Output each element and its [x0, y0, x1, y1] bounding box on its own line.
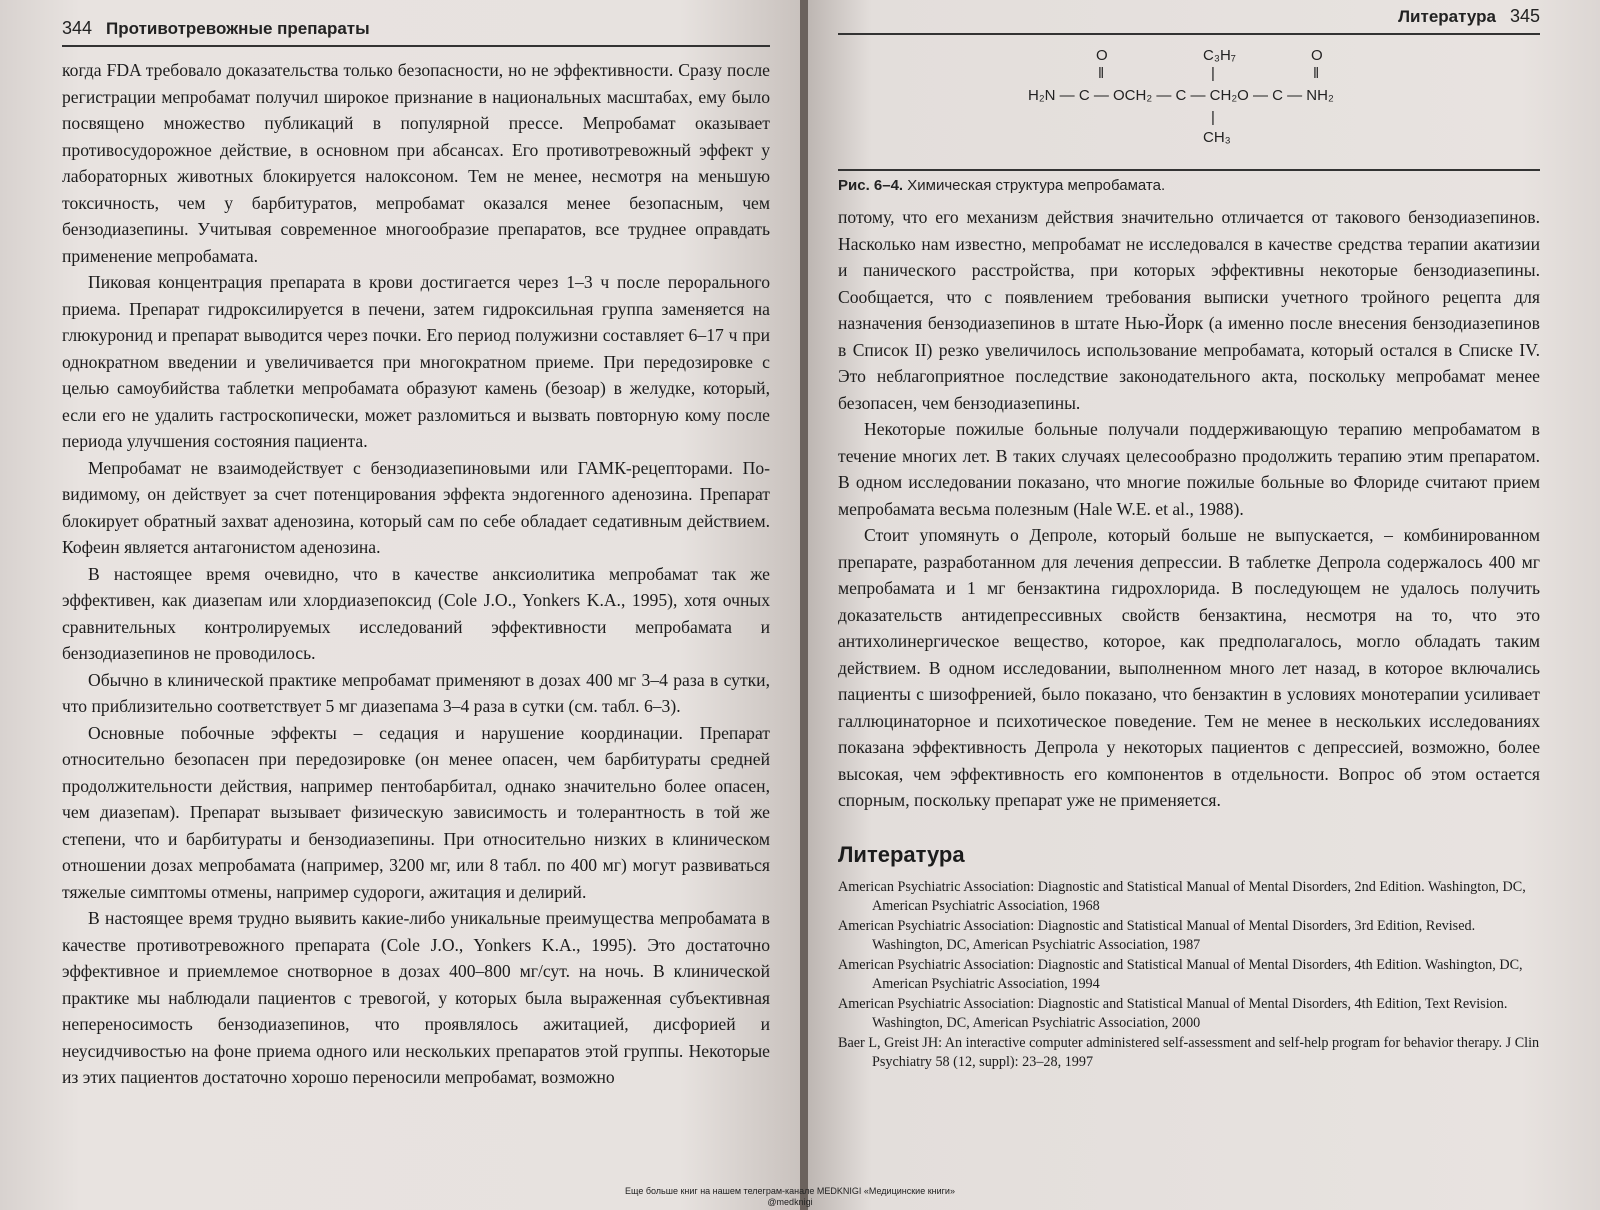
- meprobamate-structure-formula: [928, 45, 1540, 165]
- formula-bottom-substituent: CH₃: [1203, 129, 1231, 146]
- formula-main-chain: H₂N — C — OCH₂ — C — CH₂O — C — NH₂: [1028, 87, 1334, 104]
- paragraph: потому, что его механизм действия значительно отличается от такового бензодиазепинов. Насколько нам известно, мепробамат не исследовался в качестве средства терапии акатизии и панического расстройства, при которых эффективны некоторые бензодиазепины. Сообщается, что с появлением требования выписки учетного тройного рецепта для назначения бензодиазепинов в штате Нью-Йорк (а именно после внесения бензодиазепинов в Список II) резко увеличилось использование мепробамата, который остался в Списке IV. Это неблагоприятное последствие законодательного акта, поскольку мепробамат менее безопасен, чем бензодиазепины.: [838, 207, 1540, 413]
- formula-bond-top: |: [1211, 65, 1215, 82]
- figure-caption: [838, 169, 1540, 194]
- watermark: [560, 1186, 1020, 1208]
- book-gutter: [800, 0, 808, 1210]
- formula-top-substituent: C₃H₇: [1203, 47, 1236, 64]
- reference-item: Baer L, Greist JH: An interactive computer administered self-assessment and self-help program for behavior therapy. J Clin Psychiatry 58 (12, suppl): 23–28, 1997: [838, 1034, 1540, 1070]
- right-running-head: [838, 6, 1540, 35]
- right-page: [808, 0, 1600, 1210]
- watermark-line: Еще больше книг на нашем телеграм-канале MEDKNIGI «Медицинские книги»: [625, 1186, 955, 1196]
- paragraph: В настоящее время очевидно, что в качестве анксиолитика мепробамат так же эффективен, как диазепам или хлордиазепоксид (Cole J.O., Yonkers K.A., 1995), хотя очных сравнительных контролируемых исследований эффективности мепробамата и бензодиазепинов не проводилось.: [62, 563, 770, 663]
- left-running-head: [62, 18, 770, 47]
- formula-double-bond-right: ‖: [1313, 65, 1320, 82]
- right-body-text: [838, 204, 1540, 814]
- right-page-number: 345: [1509, 6, 1540, 26]
- reference-item: American Psychiatric Association: Diagnostic and Statistical Manual of Mental Disorders, 4th Edition, Text Revision. Washington, DC, American Psychiatric Association, 2000: [838, 995, 1508, 1031]
- paragraph: Основные побочные эффекты – седация и нарушение координации. Препарат относительно безопасен при передозировке (он менее опасен, чем барбитураты средней продолжительности действия, например пентобарбитал, однако значительно более опасен, чем диазепам). Препарат вызывает физическую зависимость и толерантность в той же степени, что и барбитураты и бензодиазепины. При относительно низких в клиническом отношении дозах мепробамата (например, 3200 мг, или 8 табл. по 400 мг) могут развиваться тяжелые симптомы отмены, например судороги, ажитация и делирий.: [62, 722, 770, 902]
- references-heading: Литература: [838, 841, 965, 867]
- reference-item: American Psychiatric Association: Diagnostic and Statistical Manual of Mental Disorders, 3rd Edition, Revised. Washington, DC, American Psychiatric Association, 1987: [838, 917, 1476, 953]
- paragraph: Стоит упомянуть о Депроле, который больше не выпускается, – комбинированном препарате, разработанном для лечения депрессии. В таблетке Депрола содержалось 400 мг мепробамата и 1 мг бензактина гидрохлорида. В последующем не удалось получить доказательств антидепрессивных свойств бензактина, несмотря на то, что это антихолинергическое вещество, которое, как предполагалось, могло обладать таким действием. В одном исследовании, выполненном много лет назад, в которое включались пациенты с шизофренией, было показано, что бензактин в условиях монотерапии усиливает галлюцинаторное и психотическое поведение. Тем не менее в нескольких исследованиях показана эффективность Депрола у некоторых пациентов с депрессией, возможно, более высокая, чем эффективность его компонентов в отдельности. Вопрос об этом остается спорным, поскольку препарат уже не применяется.: [838, 525, 1540, 810]
- paragraph: Обычно в клинической практике мепробамат применяют в дозах 400 мг 3–4 раза в сутки, что приблизительно соответствует 5 мг диазепама 3–4 раза в сутки (см. табл. 6–3).: [62, 669, 770, 716]
- paragraph: В настоящее время трудно выявить какие-либо уникальные преимущества мепробамата в качестве противотревожного препарата (Cole J.O., Yonkers K.A., 1995). Это достаточно эффективное и приемлемое снотворное в дозах 400–800 мг/сут. на ночь. В клинической практике мы наблюдали пациентов с тревогой, у которых была выраженная субъективная непереносимость бензодиазепинов, что проявлялось ажитацией, дисфорией и неусидчивостью на фоне приема одного или нескольких препаратов этой группы. Некоторые из этих пациентов достаточно хорошо переносили мепробамат, возможно: [62, 908, 770, 1087]
- reference-item: American Psychiatric Association: Diagnostic and Statistical Manual of Mental Disorders, 4th Edition. Washington, DC, American Psychiatric Association, 1994: [838, 956, 1523, 992]
- paragraph: Мепробамат не взаимодействует с бензодиазепиновыми или ГАМК-рецепторами. По-видимому, он действует за счет потенцирования эффекта эндогенного аденозина. Препарат блокирует обратный захват аденозина, который сам по себе обладает седативным действием. Кофеин является антагонистом аденозина.: [62, 457, 770, 557]
- reference-item: American Psychiatric Association: Diagnostic and Statistical Manual of Mental Disorders, 2nd Edition. Washington, DC, American Psychiatric Association, 1968: [838, 878, 1526, 914]
- formula-bond-bottom: |: [1211, 109, 1215, 126]
- left-page-number: 344: [62, 18, 93, 38]
- watermark-handle: @medknigi: [767, 1197, 813, 1207]
- references-list: [838, 878, 1540, 1072]
- formula-oxygen-left: O: [1096, 47, 1108, 64]
- formula-oxygen-right: O: [1311, 47, 1323, 64]
- paragraph: Пиковая концентрация препарата в крови достигается через 1–3 ч после перорального приема. Препарат гидроксилируется в печени, затем гидроксильная группа заменяется на глюкуронид и препарат выводится через почки. Его период полужизни составляет 6–17 ч при однократном введении и увеличивается при многократном приеме. При передозировке с целью самоубийства таблетки мепробамата образуют камень (безоар) в желудке, который, если его не удалить гастроскопически, может разломиться и вызвать повторную кому после периода улучшения состояния пациента.: [62, 272, 770, 451]
- figure-caption-text: Химическая структура мепробамата.: [907, 177, 1166, 194]
- paragraph: Некоторые пожилые больные получали поддерживающую терапию мепробаматом в течение многих лет. В таких случаях целесообразно продолжить терапию этим препаратом. В одном исследовании показано, что многие пожилые больные во Флориде считают прием мепробамата весьма полезным (Hale W.E. et al., 1988).: [838, 419, 1540, 519]
- formula-double-bond-left: ‖: [1098, 65, 1105, 82]
- left-running-title: Противотревожные препараты: [106, 19, 370, 38]
- figure-caption-label: Рис. 6–4.: [838, 177, 904, 194]
- right-running-title: Литература: [1398, 7, 1496, 26]
- paragraph: когда FDA требовало доказательства только безопасности, но не эффективности. Сразу после регистрации мепробамат получил широкое признание в национальных масштабах, ему было посвящено множество публикаций в популярной прессе. Мепробамат оказывает противосудорожное действие, в основном при абсансах. Его противотревожный эффект у лабораторных животных блокируется налоксоном. Тем не менее, несмотря на меньшую токсичность, чем у барбитуратов, мепробамат оказался менее безопасным, чем бензодиазепины. Учитывая современное многообразие препаратов, все труднее оправдать применение мепробамата.: [62, 60, 770, 266]
- left-body-text: [62, 57, 770, 1091]
